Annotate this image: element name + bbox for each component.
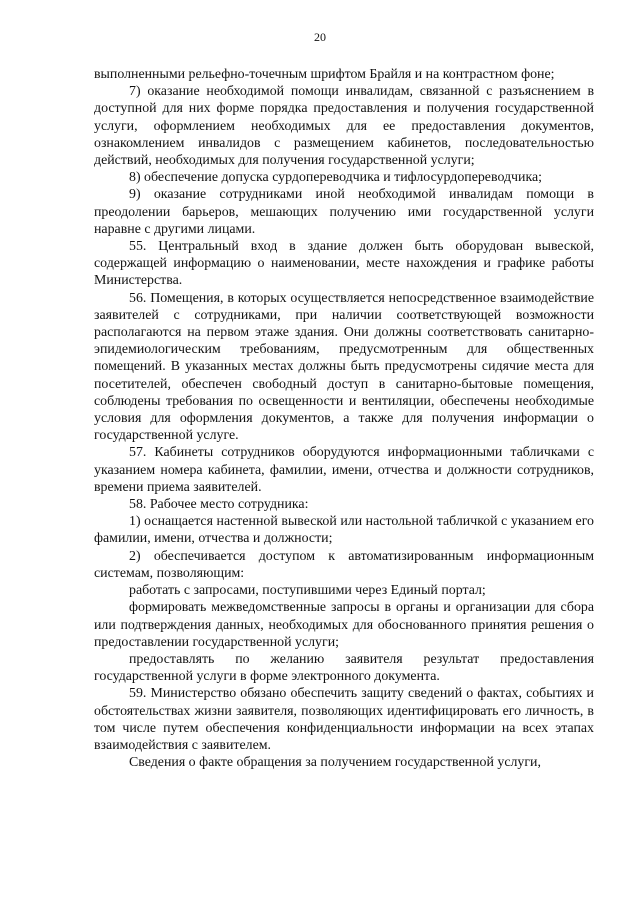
paragraph-item-7: 7) оказание необходимой помощи инвалидам, связанной с разъяснением в доступной для них форме порядка предоставления и получения государственной услуги, оформлением необходимых для ее предоставления документов, ознакомлением инвалидов с размещением кабинетов, последовательностью действий, необходимых для получения государственной услуги; — [94, 84, 594, 169]
paragraph-58-item-2-b: формировать межведомственные запросы в органы и организации для сбора или подтверждения данных, необходимых для обоснованного принятия решения о предоставлении государственной услуги; — [94, 600, 594, 650]
paragraph-59: 59. Министерство обязано обеспечить защиту сведений о фактах, событиях и обстоятельствах жизни заявителя, позволяющих идентифицировать его личность, в том числе путем обеспечения конфиденциальности информации на всех этапах взаимодействия с заявителем. — [94, 686, 594, 753]
paragraph-58-item-2: 2) обеспечивается доступом к автоматизированным информационным системам, позволяющим: — [94, 548, 594, 581]
paragraph-57: 57. Кабинеты сотрудников оборудуются информационными табличками с указанием номера кабинета, фамилии, имени, отчества и должности сотрудников, времени приема заявителей. — [94, 445, 594, 495]
paragraph-56: 56. Помещения, в которых осуществляется непосредственное взаимодействие заявителей с сотрудниками, при наличии соответствующей возможности располагаются на первом этаже здания. Они должны соответствовать санитарно-эпидемиологическим требованиям, предусмотренным для общественных помещений. В указанных местах должны быть предусмотрены сидячие места для посетителей, обеспечен свободный доступ в санитарно-бытовые помещения, соблюдены требования по освещенности и вентиляции, обеспечены необходимые условия для оформления документов, а также для получения информации о государственной услуге. — [94, 290, 594, 444]
paragraph-item-8: 8) обеспечение допуска сурдопереводчика и тифлосурдопереводчика; — [129, 170, 543, 186]
paragraph-58-item-2-c: предоставлять по желанию заявителя результат предоставления государственной услуги в форме электронного документа. — [94, 651, 594, 685]
paragraph-continuation: выполненными рельефно-точечным шрифтом Брайля и на контрастном фоне; — [94, 67, 555, 82]
paragraph-final: Сведения о факте обращения за получением государственной услуги, — [129, 755, 541, 771]
paragraph-58: 58. Рабочее место сотрудника: — [129, 497, 309, 513]
paragraph-58-item-2-a: работать с запросами, поступившими через Единый портал; — [129, 583, 486, 599]
paragraph-item-9: 9) оказание сотрудниками иной необходимой инвалидам помощи в преодолении барьеров, мешающих получению ими государственной услуги наравне с другими лицами. — [94, 187, 594, 237]
paragraph-55: 55. Центральный вход в здание должен быть оборудован вывеской, содержащей информацию о наименовании, месте нахождения и графике работы Министерства. — [94, 239, 594, 289]
paragraph-58-item-1: 1) оснащается настенной вывеской или настольной табличкой с указанием его фамилии, имени, отчества и должности; — [94, 514, 594, 547]
body-text — [94, 66, 594, 771]
page-number: 20 — [314, 30, 326, 44]
